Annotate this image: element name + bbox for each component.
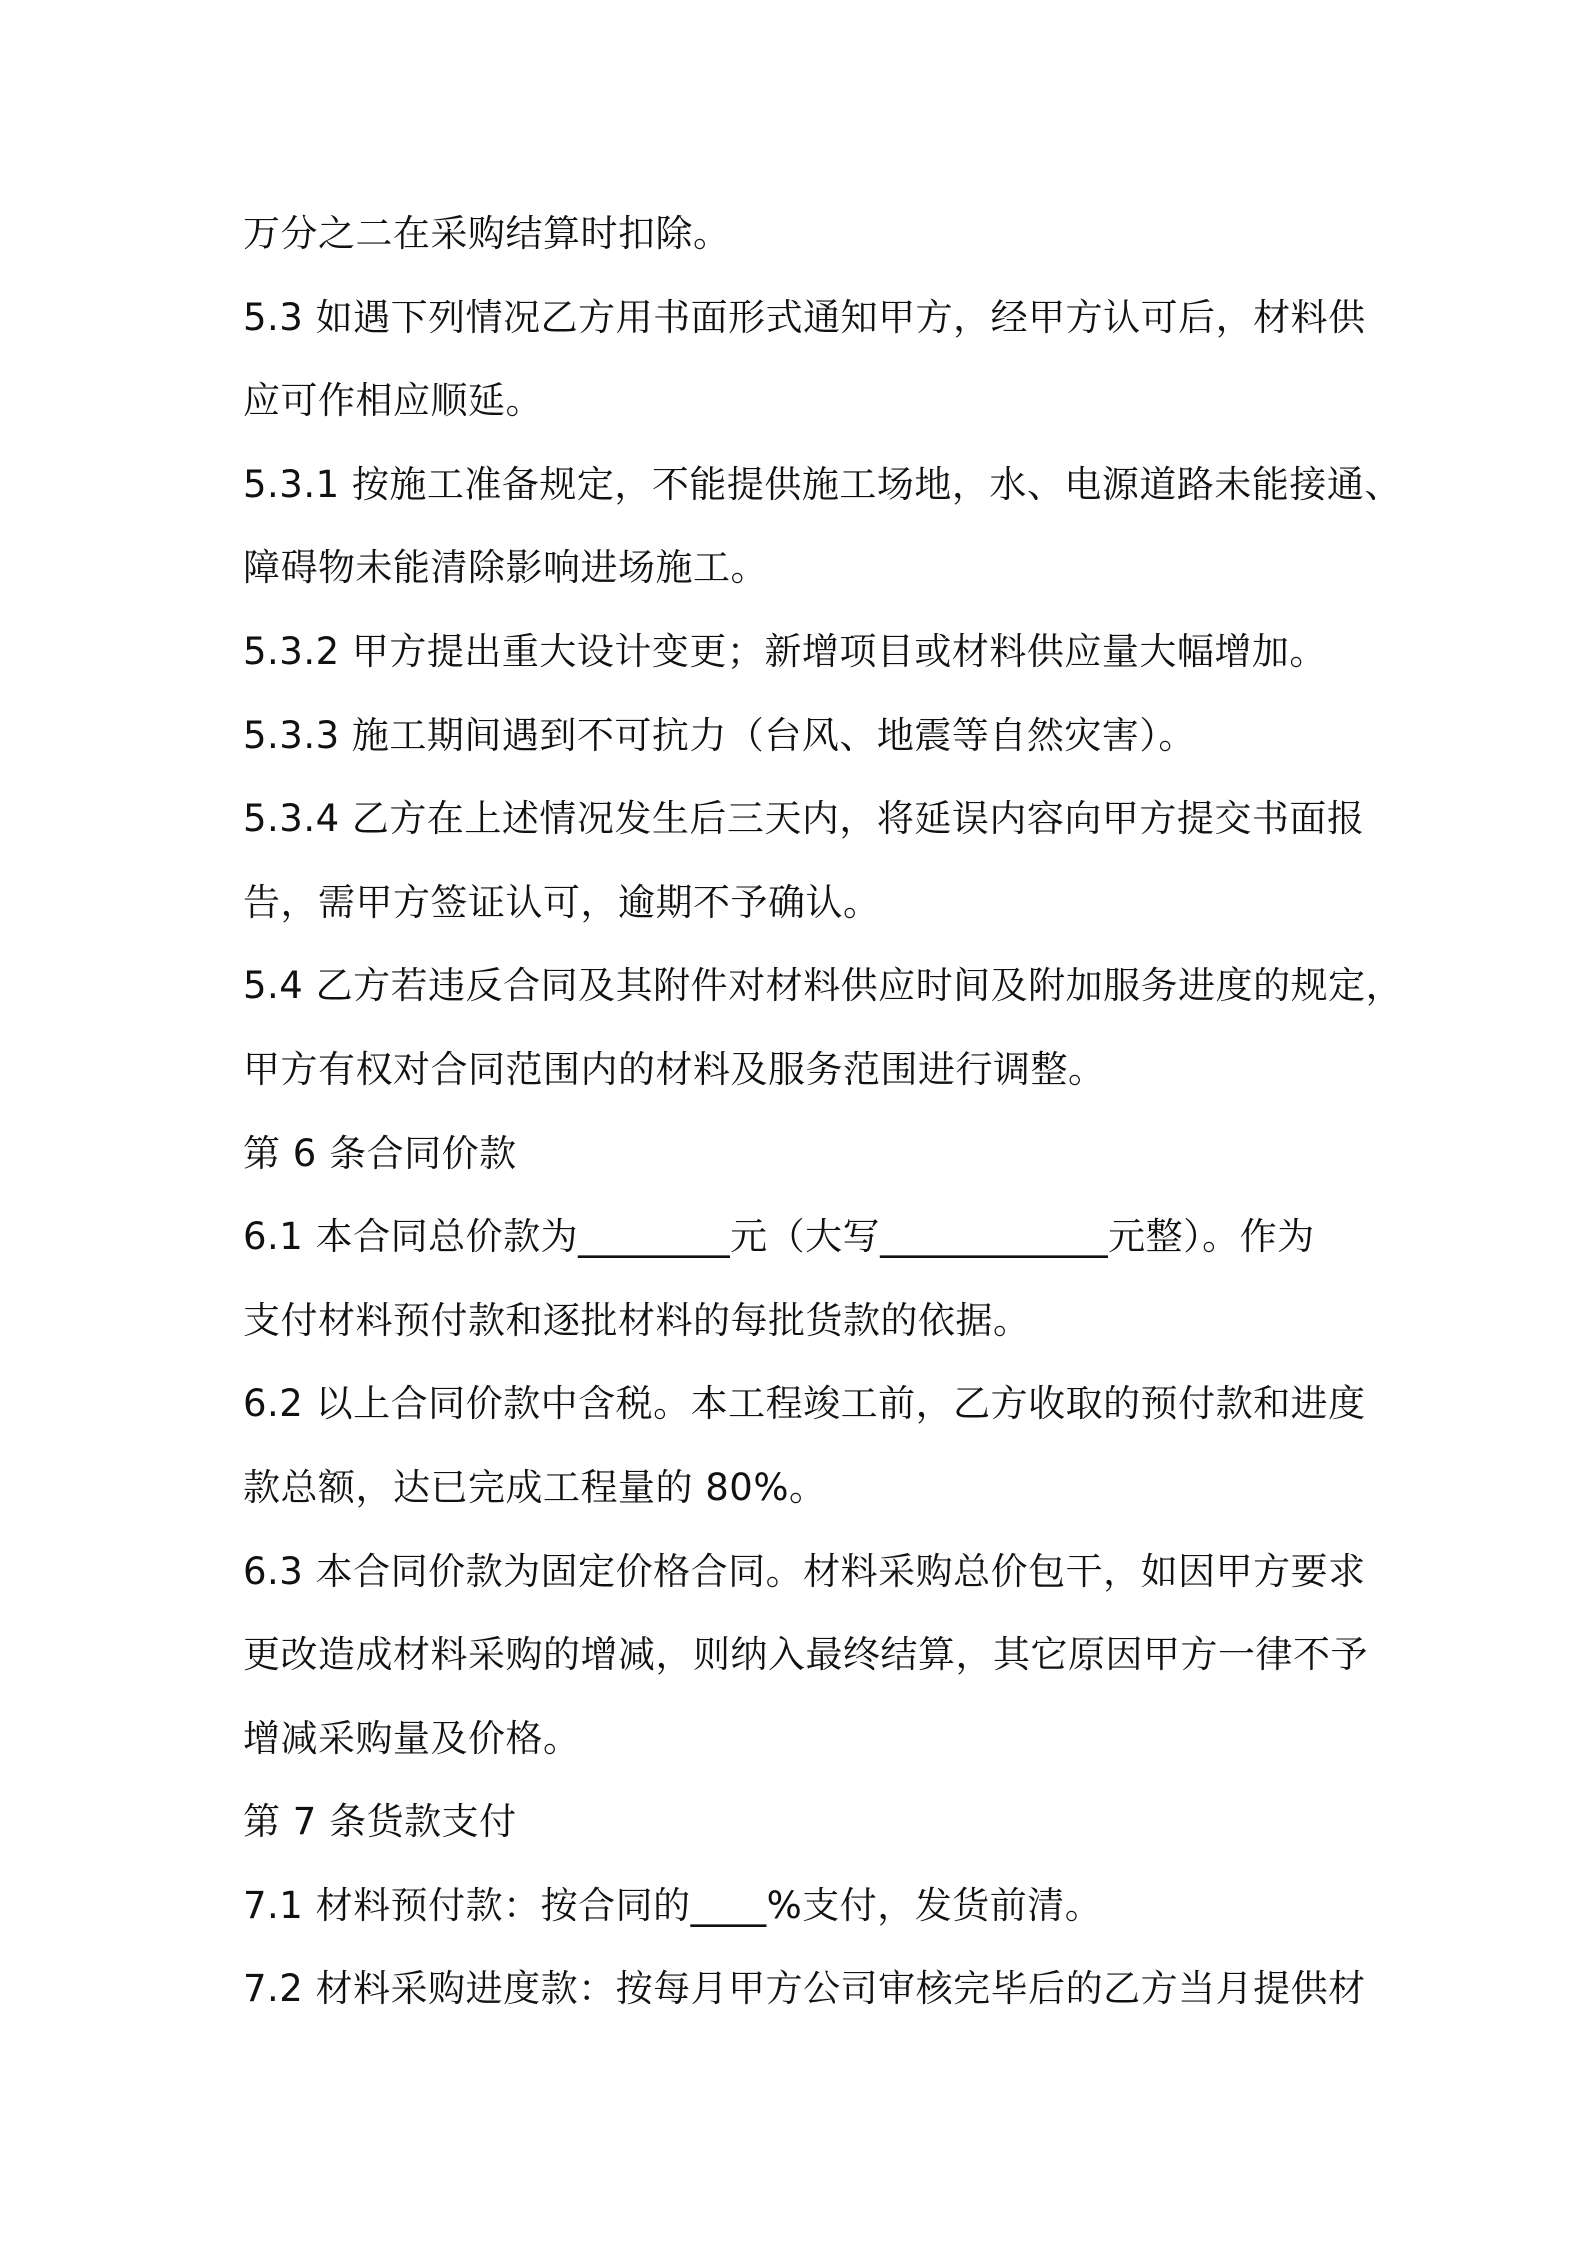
clause-7-1: 7.1 材料预付款：按合同的____%支付，发货前清。 — [243, 1883, 1103, 1927]
clause-5-3-4-line-2: 告，需甲方签证认可，逾期不予确认。 — [243, 880, 881, 924]
clause-5-3-2: 5.3.2 甲方提出重大设计变更；新增项目或材料供应量大幅增加。 — [243, 629, 1327, 673]
clause-6-2-line-2: 款总额，达已完成工程量的 80%。 — [243, 1465, 827, 1509]
clause-6-3-line-3: 增减采购量及价格。 — [243, 1716, 581, 1760]
clause-5-3-1-line-2: 障碍物未能清除影响进场施工。 — [243, 546, 768, 590]
document-body — [243, 192, 1404, 2031]
clause-6-1-line-1: 6.1 本合同总价款为________元（大写____________元整）。作为 — [243, 1215, 1315, 1259]
clause-5-3-1-line-1: 5.3.1 按施工准备规定，不能提供施工场地，水、电源道路未能接通、 — [243, 462, 1402, 506]
clause-5-3-4-line-1: 5.3.4 乙方在上述情况发生后三天内，将延误内容向甲方提交书面报 — [243, 797, 1365, 841]
clause-5-4-line-2: 甲方有权对合同范围内的材料及服务范围进行调整。 — [243, 1047, 1106, 1091]
clause-5-4-line-1: 5.4 乙方若违反合同及其附件对材料供应时间及附加服务进度的规定， — [243, 964, 1404, 1008]
clause-6-1-line-2: 支付材料预付款和逐批材料的每批货款的依据。 — [243, 1298, 1031, 1342]
clause-7-2-line-1: 7.2 材料采购进度款：按每月甲方公司审核完毕后的乙方当月提供材 — [243, 1967, 1366, 2011]
clause-6-2-line-1: 6.2 以上合同价款中含税。本工程竣工前，乙方收取的预付款和进度 — [243, 1382, 1366, 1426]
clause-5-3-line-2: 应可作相应顺延。 — [243, 379, 543, 423]
text-line: 万分之二在采购结算时扣除。 — [243, 212, 731, 255]
clause-6-3-line-2: 更改造成材料采购的增减，则纳入最终结算，其它原因甲方一律不予 — [243, 1633, 1368, 1677]
clause-5-3-3: 5.3.3 施工期间遇到不可抗力（台风、地震等自然灾害）。 — [243, 713, 1196, 757]
section-7-heading: 第 7 条货款支付 — [243, 1800, 517, 1844]
section-6-heading: 第 6 条合同价款 — [243, 1131, 517, 1175]
clause-6-3-line-1: 6.3 本合同价款为固定价格合同。材料采购总价包干，如因甲方要求 — [243, 1549, 1366, 1593]
clause-5-3-line-1: 5.3 如遇下列情况乙方用书面形式通知甲方，经甲方认可后，材料供 — [243, 295, 1366, 339]
